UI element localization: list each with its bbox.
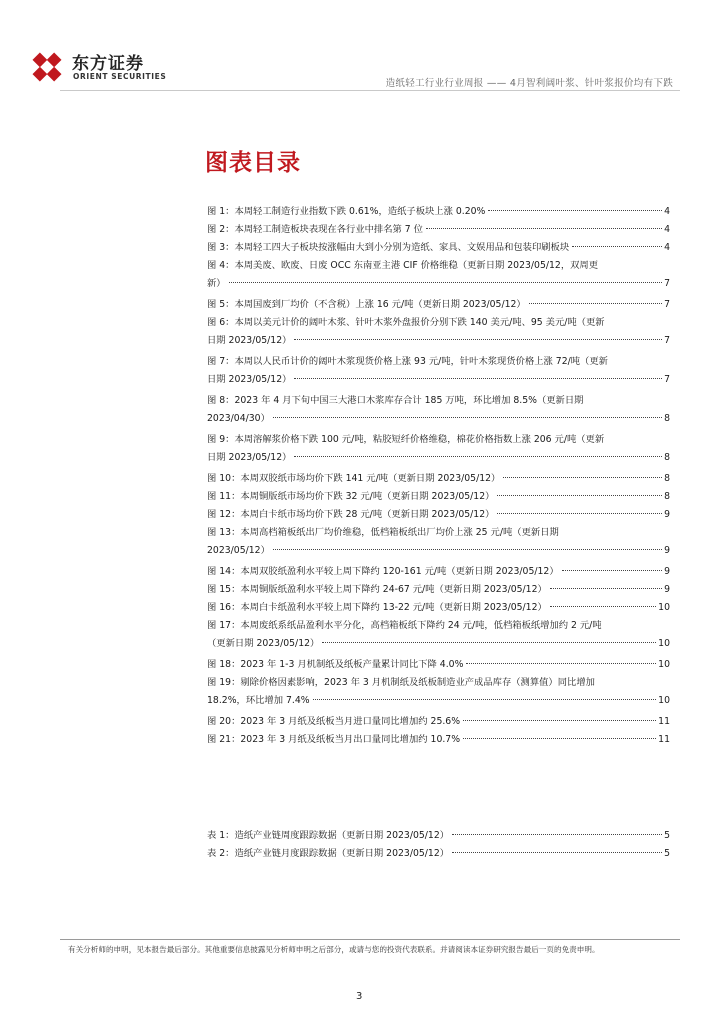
- toc-entry-text-line1: 图 7：本周以人民币计价的阔叶木浆现货价格上涨 93 元/吨，针叶木浆现货价格上涨 72/吨（更新: [207, 356, 608, 367]
- table-entry[interactable]: [207, 845, 670, 863]
- toc-entry-page: 8: [664, 491, 670, 502]
- toc-entry-row: [207, 470, 670, 488]
- orient-securities-logo-icon: [28, 48, 66, 86]
- toc-entry-page: 10: [658, 638, 670, 649]
- toc-entry-text: 图 15：本周铜版纸盈利水平较上周下降约 24-67 元/吨（更新日期 2023/05/12）: [207, 584, 547, 595]
- figure-entry[interactable]: [207, 599, 670, 617]
- table-list: [207, 827, 670, 863]
- figure-entry[interactable]: [207, 296, 670, 314]
- toc-entry-row: [207, 581, 670, 599]
- toc-entry-text: 表 1：造纸产业链周度跟踪数据（更新日期 2023/05/12）: [207, 830, 450, 841]
- toc-entry-page: 9: [664, 566, 670, 577]
- toc-entry-page: 4: [664, 224, 670, 235]
- dot-leader: [294, 339, 662, 340]
- toc-entry-page: 8: [664, 473, 670, 484]
- toc-entry-text: 图 2：本周轻工制造板块表现在各行业中排名第 7 位: [207, 224, 423, 235]
- toc-entry-page: 5: [664, 848, 670, 859]
- toc-entry-text: 图 14：本周双胶纸盈利水平较上周下降约 120-161 元/吨（更新日期 2023/05/12）: [207, 566, 559, 577]
- toc-entry-text: 图 1：本周轻工制造行业指数下跌 0.61%，造纸子板块上涨 0.20%: [207, 206, 486, 217]
- toc-entry-row: [207, 827, 670, 845]
- toc-entry-page: 7: [664, 278, 670, 289]
- dot-leader: [452, 834, 662, 835]
- figure-entry[interactable]: [207, 581, 670, 599]
- footer-divider: [60, 939, 680, 940]
- toc-entry-text-line1: 图 4：本周美废、欧废、日废 OCC 东南亚主港 CIF 价格维稳（更新日期 2023/05/12，双周更: [207, 260, 599, 271]
- figure-entry[interactable]: [207, 506, 670, 524]
- figure-list: [207, 203, 670, 749]
- toc-entry-row: [207, 488, 670, 506]
- dot-leader: [562, 570, 662, 571]
- company-logo: [28, 48, 188, 88]
- toc-entry-text: 图 10：本周双胶纸市场均价下跌 141 元/吨（更新日期 2023/05/12）: [207, 473, 501, 484]
- toc-entry-text: 2023/05/12）: [207, 545, 270, 556]
- dot-leader: [503, 477, 662, 478]
- toc-entry-row: [207, 542, 670, 560]
- toc-entry-page: 5: [664, 830, 670, 841]
- figure-entry[interactable]: [207, 713, 670, 731]
- toc-entry-text: 新）: [207, 278, 226, 289]
- toc-entry-row: [207, 221, 670, 239]
- toc-entry-page: 4: [664, 242, 670, 253]
- toc-entry-text: 图 16：本周白卡纸盈利水平较上周下降约 13-22 元/吨（更新日期 2023/05/12）: [207, 602, 547, 613]
- toc-entry-row: [207, 449, 670, 467]
- logo-chinese-name: 东方证券: [72, 54, 144, 74]
- toc-entry-row: [207, 713, 670, 731]
- dot-leader: [452, 852, 662, 853]
- dot-leader: [529, 303, 662, 304]
- dot-leader: [497, 513, 662, 514]
- toc-entry-text: 日期 2023/05/12）: [207, 452, 292, 463]
- toc-entry-row: [207, 563, 670, 581]
- toc-entry-text: 2023/04/30）: [207, 413, 270, 424]
- toc-entry-page: 8: [664, 413, 670, 424]
- dot-leader: [229, 282, 662, 283]
- toc-entry-page: 4: [664, 206, 670, 217]
- toc-entry-text: 图 3：本周轻工四大子板块按涨幅由大到小分别为造纸、家具、文娱用品和包装印刷板块: [207, 242, 570, 253]
- toc-entry-text-line1: 图 9：本周溶解浆价格下跌 100 元/吨，粘胶短纤价格维稳，棉花价格指数上涨 206 元/吨（更新: [207, 434, 605, 445]
- toc-entry-row: [207, 635, 670, 653]
- toc-entry-row: [207, 275, 670, 293]
- toc-entry-text: 日期 2023/05/12）: [207, 335, 292, 346]
- toc-entry-text: 图 18：2023 年 1-3 月机制纸及纸板产量累计同比下降 4.0%: [207, 659, 464, 670]
- toc-entry-page: 10: [658, 602, 670, 613]
- toc-entry-text: 18.2%，环比增加 7.4%: [207, 695, 310, 706]
- dot-leader: [463, 720, 656, 721]
- toc-entry-row: [207, 506, 670, 524]
- toc-entry-text-line1: 图 6：本周以美元计价的阔叶木浆、针叶木浆外盘报价分别下跌 140 美元/吨、95 美元/吨（更新: [207, 317, 605, 328]
- table-entry[interactable]: [207, 827, 670, 845]
- page-header: [0, 0, 724, 95]
- logo-english-name: ORIENT SECURITIES: [73, 72, 167, 81]
- figure-entry[interactable]: [207, 470, 670, 488]
- dot-leader: [273, 549, 662, 550]
- toc-entry-row: [207, 731, 670, 749]
- toc-entry-text: 图 11：本周铜版纸市场均价下跌 32 元/吨（更新日期 2023/05/12）: [207, 491, 495, 502]
- figure-entry[interactable]: [207, 488, 670, 506]
- dot-leader: [294, 456, 662, 457]
- toc-entry-row: [207, 371, 670, 389]
- figure-entry[interactable]: [207, 239, 670, 257]
- toc-entry-row: [207, 203, 670, 221]
- toc-entry-text: 图 20：2023 年 3 月纸及纸板当月进口量同比增加约 25.6%: [207, 716, 461, 727]
- report-title: 造纸轻工行业行业周报 —— 4月智利阔叶浆、针叶浆报价均有下跌: [385, 78, 673, 89]
- dot-leader: [294, 378, 662, 379]
- figure-entry[interactable]: [207, 656, 670, 674]
- dot-leader: [466, 663, 656, 664]
- dot-leader: [322, 642, 656, 643]
- toc-entry-row: [207, 332, 670, 350]
- toc-heading: 图表目录: [205, 150, 301, 176]
- toc-entry-page: 7: [664, 335, 670, 346]
- toc-entry-row: [207, 656, 670, 674]
- figure-entry[interactable]: [207, 203, 670, 221]
- toc-entry-row: [207, 599, 670, 617]
- page-number: 3: [356, 991, 363, 1002]
- toc-entry-row: [207, 845, 670, 863]
- dot-leader: [313, 699, 657, 700]
- header-divider: [60, 90, 680, 91]
- figure-entry[interactable]: [207, 353, 670, 389]
- footer-disclaimer: 有关分析师的申明，见本报告最后部分。其他重要信息披露见分析师申明之后部分，或请与您的投资代表联系。并请阅读本证券研究报告最后一页的免责申明。: [68, 945, 600, 954]
- toc-entry-text: （更新日期 2023/05/12）: [207, 638, 320, 649]
- toc-entry-text-line1: 图 13：本周高档箱板纸出厂均价维稳，低档箱板纸出厂均价上涨 25 元/吨（更新日期: [207, 527, 559, 538]
- figure-entry[interactable]: [207, 221, 670, 239]
- toc-entry-text: 日期 2023/05/12）: [207, 374, 292, 385]
- toc-entry-row: [207, 296, 670, 314]
- toc-entry-page: 9: [664, 584, 670, 595]
- toc-entry-text-line1: 图 19：剔除价格因素影响，2023 年 3 月机制纸及纸板制造业产成品库存（测算值）同比增加: [207, 677, 595, 688]
- toc-entry-page: 7: [664, 299, 670, 310]
- toc-entry-page: 9: [664, 509, 670, 520]
- figure-entry[interactable]: [207, 563, 670, 581]
- toc-entry-text: 图 12：本周白卡纸市场均价下跌 28 元/吨（更新日期 2023/05/12）: [207, 509, 495, 520]
- toc-entry-text: 图 21：2023 年 3 月纸及纸板当月出口量同比增加约 10.7%: [207, 734, 461, 745]
- figure-entry[interactable]: [207, 431, 670, 467]
- toc-entry-page: 11: [658, 734, 670, 745]
- dot-leader: [463, 738, 656, 739]
- dot-leader: [273, 417, 662, 418]
- toc-entry-text-line1: 图 8：2023 年 4 月下旬中国三大港口木浆库存合计 185 万吨，环比增加 8.5%（更新日期: [207, 395, 584, 406]
- toc-entry-row: [207, 239, 670, 257]
- toc-entry-page: 8: [664, 452, 670, 463]
- dot-leader: [550, 588, 662, 589]
- toc-entry-text-line1: 图 17：本周废纸系纸品盈利水平分化，高档箱板纸下降约 24 元/吨，低档箱板纸增加约 2 元/吨: [207, 620, 602, 631]
- dot-leader: [488, 210, 662, 211]
- toc-entry-text: 图 5：本周国废到厂均价（不含税）上涨 16 元/吨（更新日期 2023/05/12）: [207, 299, 526, 310]
- dot-leader: [497, 495, 662, 496]
- dot-leader: [550, 606, 656, 607]
- toc-entry-page: 7: [664, 374, 670, 385]
- toc-entry-page: 10: [658, 659, 670, 670]
- toc-entry-row: [207, 692, 670, 710]
- figure-entry[interactable]: [207, 314, 670, 350]
- figure-entry[interactable]: [207, 674, 670, 710]
- figure-entry[interactable]: [207, 392, 670, 428]
- toc-entry-page: 11: [658, 716, 670, 727]
- toc-entry-page: 9: [664, 545, 670, 556]
- toc-entry-row: [207, 410, 670, 428]
- figure-entry[interactable]: [207, 257, 670, 293]
- figure-entry[interactable]: [207, 731, 670, 749]
- toc-entry-page: 10: [658, 695, 670, 706]
- figure-entry[interactable]: [207, 524, 670, 560]
- dot-leader: [426, 228, 662, 229]
- figure-entry[interactable]: [207, 617, 670, 653]
- toc-entry-text: 表 2：造纸产业链月度跟踪数据（更新日期 2023/05/12）: [207, 848, 450, 859]
- dot-leader: [572, 246, 662, 247]
